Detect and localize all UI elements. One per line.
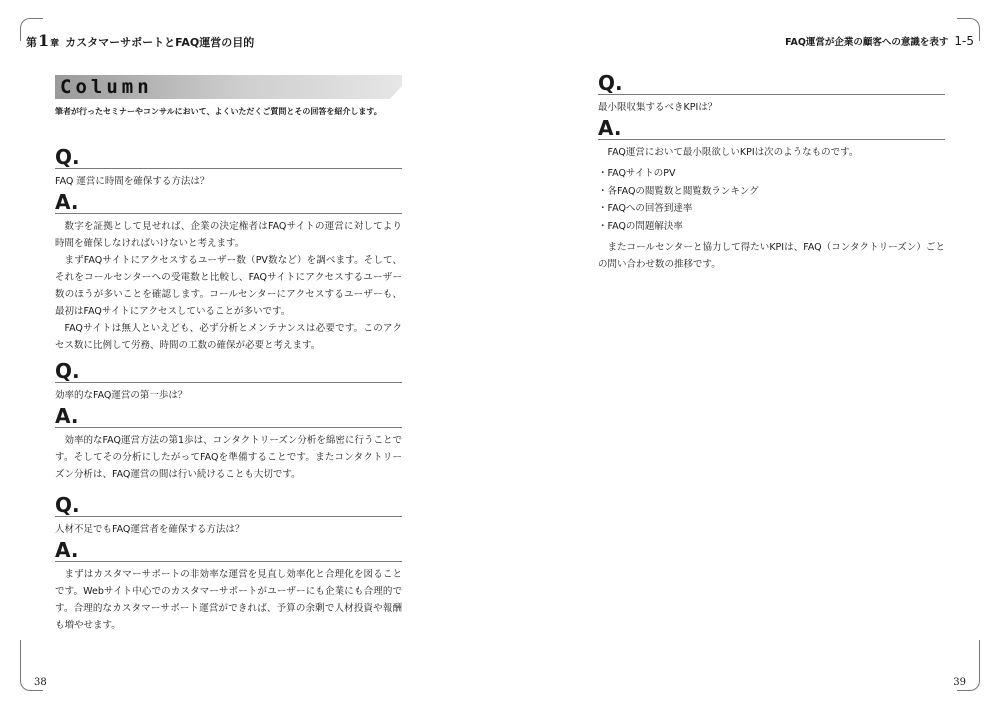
question-mark: Q. — [55, 146, 402, 169]
answer-mark: A. — [55, 539, 402, 562]
answer-paragraph: FAQサイトは無人といえども、必ず分析とメンテナンスは必要です。このアクセス数に比例して労務、時間の工数の確保が必要と考えます。 — [55, 323, 402, 351]
page-number-left: 38 — [34, 677, 47, 688]
column-intro: 筆者が行ったセミナーやコンサルにおいて、よくいただくご質問とその回答を紹介します。 — [55, 107, 382, 116]
answer-mark: A. — [598, 117, 945, 140]
question-text: 人材不足でもFAQ運営者を確保する方法は？ — [55, 524, 245, 535]
question-mark: Q. — [55, 494, 402, 517]
section-number: 1-5 — [954, 34, 974, 48]
chapter-prefix: 第 — [26, 36, 37, 49]
kpi-item: ・ FAQへの回答到達率 — [598, 200, 945, 218]
question-text: FAQ 運営に時間を確保する方法は？ — [55, 176, 210, 187]
qa-block-1 — [55, 146, 402, 354]
answer-mark: A. — [55, 405, 402, 428]
page-number-right: 39 — [953, 677, 966, 688]
answer-paragraph: まずはカスタマーサポートの非効率な運営を見直し効率化と合理化を図ることです。Webサイト中心でのカスタマーサポートがユーザーにも企業にも合理的です。合理的なカスタマーサポート運営ができれば、予算の余剰で人材投資や報酬も増やせます。 — [55, 569, 402, 631]
qa-block-2 — [55, 360, 402, 483]
answer-mark: A. — [55, 191, 402, 214]
column-title: Column — [60, 76, 153, 98]
margin-rule-left — [20, 640, 21, 680]
kpi-item: ・ 各FAQの閲覧数と閲覧数ランキング — [598, 183, 945, 201]
answer-paragraph: 効率的なFAQ運営方法の第1歩は、コンタクトリーズン分析を綿密に行うことです。そしてその分析にしたがってFAQを準備することです。またコンタクトリーズン分析は、FAQ運営の間は行い続けることも大切です。 — [55, 435, 402, 480]
question-text: 最小限収集するべきKPIは？ — [598, 102, 718, 113]
section-header — [785, 34, 974, 48]
answer-paragraph: まずFAQサイトにアクセスするユーザー数（PV数など）を調べます。そして、それをコールセンターへの受電数と比較し、FAQサイトにアクセスするユーザー数のほうが多いことを確認します。コールセンターにアクセスするユーザーも、最初はFAQサイトにアクセスしていることが多いです。 — [55, 255, 402, 317]
question-text: 効率的なFAQ運営の第一歩は？ — [55, 390, 188, 401]
chapter-number: 1 — [38, 31, 50, 50]
answer-paragraph: 数字を証拠として見せれば、企業の決定権者はFAQサイトの運営に対してより時間を確保しなければいけないと考えます。 — [55, 221, 402, 249]
chapter-title: カスタマーサポートとFAQ運営の目的 — [65, 36, 255, 49]
chapter-header — [26, 31, 254, 50]
section-title: FAQ運営が企業の顧客への意識を表す — [785, 37, 949, 48]
question-mark: Q. — [598, 72, 945, 95]
chapter-suffix: 章 — [50, 39, 60, 49]
question-mark: Q. — [55, 360, 402, 383]
qa-block-3 — [55, 494, 402, 634]
answer-outro: またコールセンターと協力して得たいKPIは、FAQ（コンタクトリーズン）ごとの問い合わせ数の推移です。 — [598, 242, 945, 270]
margin-rule-right — [979, 640, 980, 680]
kpi-list — [598, 165, 945, 235]
answer-intro: FAQ運営において最小限欲しいKPIは次のようなものです。 — [607, 147, 859, 158]
qa-block-kpi — [598, 72, 945, 273]
kpi-item: ・ FAQの問題解決率 — [598, 218, 945, 236]
kpi-item: ・ FAQサイトのPV — [598, 165, 945, 183]
